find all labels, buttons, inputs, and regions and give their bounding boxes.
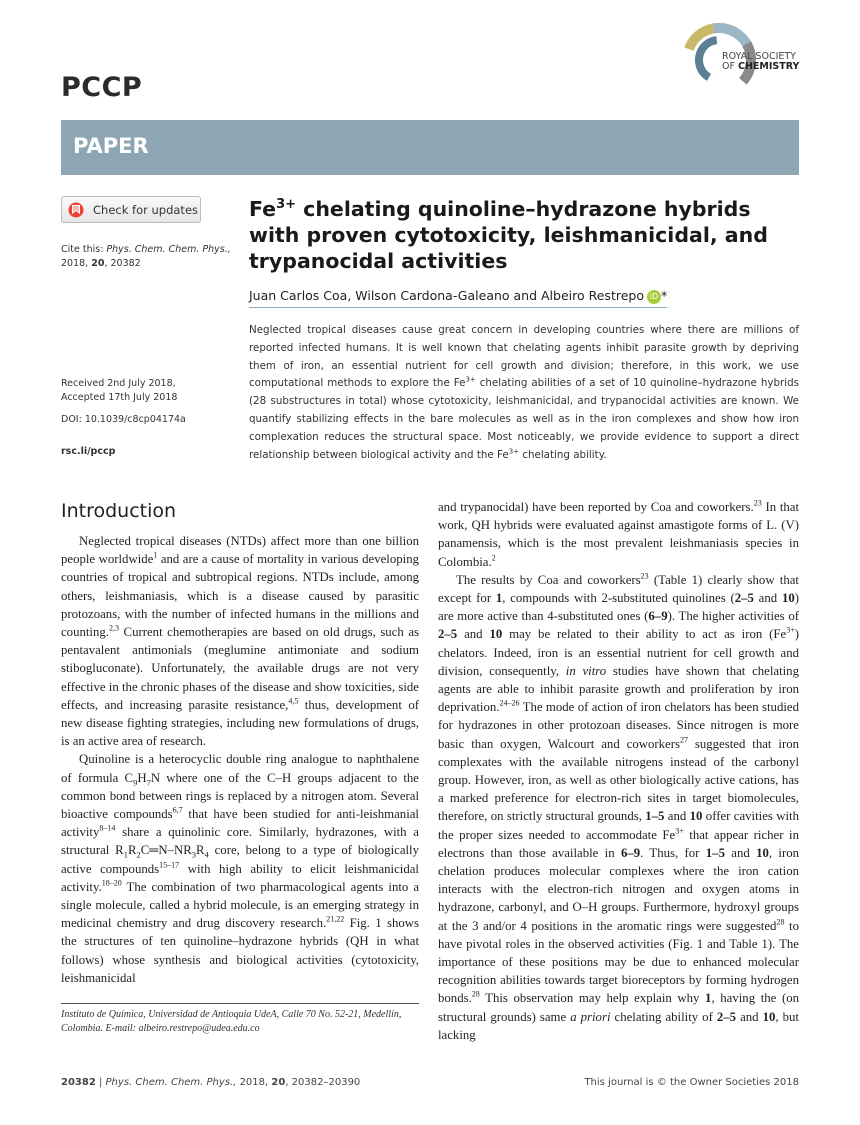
text-run: 1 — [705, 991, 712, 1006]
text-run: 1 — [495, 591, 503, 606]
page-footer: 20382 | Phys. Chem. Chem. Phys., 2018, 20, 20382–20390 — [61, 1077, 361, 1088]
cite-this: Cite this: Phys. Chem. Chem. Phys., 2018, 20, 20382 — [61, 244, 231, 269]
paragraph — [61, 750, 419, 987]
text-run: in vitro — [565, 663, 607, 678]
text-run: and are a cause of mortality in various developing countries of tropical and subtropical regions. NTDs include, among others, leishmaniasis, which is a disease caused by parasitic protozoans, with the number of infected humans in the millions and counting. — [61, 552, 419, 640]
body-column-left — [61, 532, 419, 987]
superscript: 4,5 — [288, 696, 299, 706]
text-run: a priori — [570, 1009, 611, 1024]
text-run: H — [137, 770, 147, 785]
orcid-icon[interactable]: iD — [647, 290, 661, 304]
subscript: 2 — [136, 850, 141, 860]
text-run: offer cavities with the proper sizes needed to accommodate Fe — [438, 809, 799, 842]
text-run: that appear richer in electrons than those available in — [438, 827, 799, 860]
section-heading: Introduction — [61, 500, 177, 522]
affiliation-footnote: Instituto de Química, Universidad de Antioquia UdeA, Calle 70 No. 52-21, Medellín, Colombia. E-mail: albeiro.restrepo@udea.edu.co — [61, 1009, 402, 1034]
text-run: ) chelators. Indeed, iron is an essential nutrient for cell growth and division, consequently, — [438, 627, 799, 678]
superscript: 3+ — [675, 826, 684, 836]
superscript: 2 — [491, 553, 496, 563]
text-run: 10 — [489, 627, 503, 642]
superscript: 18–20 — [101, 878, 122, 888]
text-run: , having the (on structural grounds) same — [438, 991, 799, 1024]
text-run: core, belong to a type of biologically active compounds — [61, 843, 420, 876]
text-run: and — [736, 1009, 763, 1024]
text-run: with high ability to elicit leishmanicidal activity. — [61, 861, 419, 894]
text-run: This observation may help explain why — [479, 991, 706, 1006]
subscript: 1 — [123, 850, 128, 860]
text-run: and — [457, 627, 490, 642]
text-run: N where one of the C–H groups adjacent to the common bond between rings is replaced by a nitrogen atom. Several bioactive compounds — [61, 770, 419, 822]
paragraph — [438, 571, 799, 1044]
superscript: 2,3 — [108, 623, 119, 633]
text-run: thus, development of new disease fighting strategies, including new formulations of drugs, is an active area of research. — [61, 697, 419, 749]
text-run: C═N–NR — [140, 843, 192, 858]
text-run: Fig. 1 shows the structures of ten quinoline–hydrazone hybrids (QH in what follows) whose synthesis and biological activities (cytotoxicity, leishmanicidal — [61, 916, 420, 985]
superscript: 23 — [640, 571, 649, 581]
text-run: R — [196, 843, 205, 858]
text-run: and — [753, 591, 782, 606]
journal-link[interactable]: rsc.li/pccp — [61, 446, 116, 457]
copyright: This journal is © the Owner Societies 2018 — [584, 1077, 799, 1088]
section-banner — [61, 120, 799, 175]
article-title: $Fe^{3+}$ chelating quinoline–hydrazone hybrids with proven cytotoxicity, leishmanicidal, and trypanocidal activities — [249, 196, 768, 273]
text-run: 10 — [781, 591, 795, 606]
text-run: to have pivotal roles in the observed activities (Fig. 1 and Table 1). The importance of these positions may be due to enhanced molecular recognition abilities towards target bioreceptors by forming hydrogen bonds. — [438, 918, 800, 1006]
rsc-logo-text: ROYAL SOCIETY OF CHEMISTRY — [722, 51, 800, 72]
text-run: The mode of action of iron chelators has been studied for hydrazones in other protozoan diseases. Since nitrogen is more basic than oxygen, Walcourt and coworkers — [438, 700, 799, 751]
doi[interactable]: DOI: 10.1039/c8cp04174a — [61, 414, 186, 425]
text-run: suggested that iron complexates with the available nitrogens instead of the carbonyl group. However, iron, as well as other biologically active cations, has a marked preference for electron-rich sites in target biomolecules, therefore, on strictly structural grounds, — [438, 736, 799, 824]
abstract: Neglected tropical diseases cause great concern in developing countries where there are millions of reported infected humans. It is well known that chelating agents inhibit parasite growth by depriving them of iron, an essential nutrient for cell growth and division; therefore, in this work, we use computational methods to explore the $Fe^{3+}$ chelating abilities of a set of 10 quinoline–hydrazone hybrids (28 substructures in total) whose cytotoxicity, leishmanicidal, and trypanocidal activities are known. We quantify stabilizing effects in the bare molecules as well as in the iron complexes and show how iron complexation reduces the structural space. Most noticeably, we provide evidence to support a direct relationship between biological activity and the $Fe^{3+}$ chelating ability. — [249, 324, 799, 461]
text-run: , but lacking — [438, 1009, 799, 1042]
text-run: may be related to their ability to act as iron (Fe — [502, 627, 787, 642]
text-run: Quinoline is a heterocyclic double ring analogue to naphthalene of formula C — [61, 752, 419, 785]
text-run: share a quinolinic core. Similarly, hydrazones, with a structural R — [61, 825, 419, 858]
superscript: 23 — [753, 498, 762, 508]
subscript: 4 — [204, 850, 209, 860]
paragraph — [61, 532, 419, 750]
body-column-right — [438, 498, 799, 1044]
text-run: 2–5 — [438, 627, 458, 642]
crossmark-icon — [68, 202, 84, 218]
text-run: , compounds with 2-substituted quinolines ( — [502, 591, 735, 606]
text-run: and — [724, 845, 757, 860]
text-run: and trypanocidal) have been reported by Coa and coworkers. — [438, 500, 754, 514]
text-run: and — [664, 809, 690, 824]
superscript: 24–26 — [499, 698, 520, 708]
text-run: ). The higher activities of — [667, 609, 799, 624]
superscript: 8–14 — [99, 823, 116, 833]
text-run: Current chemotherapies are based on old drugs, such as pentavalent antimonials (meglumine antimoniate and sodium stibogluconate). Unfortunately, the available drugs are not very effective in the chronic phases of the disease and show toxicities, side effects, and increasing parasite resistance, — [61, 625, 419, 712]
check-for-updates-button[interactable] — [61, 196, 201, 223]
superscript: 3+ — [786, 626, 795, 636]
received-dates: Received 2nd July 2018, Accepted 17th July 2018 — [61, 378, 178, 403]
subscript: 7 — [146, 777, 151, 788]
text-run: studies have shown that chelating agents are able to inhibit parasite growth and proliferation by iron deprivation. — [438, 663, 799, 715]
superscript: 27 — [679, 735, 688, 745]
subscript: 3 — [191, 850, 197, 860]
text-run: In that work, QH hybrids were evaluated against amastigote forms of L. (V) panamensis, which is the most prevalent leishmaniasis species in Colombia. — [438, 500, 800, 569]
superscript: 1 — [153, 550, 158, 560]
section-label: PAPER — [73, 134, 149, 158]
text-run: 1–5 — [645, 809, 665, 824]
text-run: . Thus, for — [640, 845, 706, 860]
superscript: 28 — [776, 917, 785, 927]
text-run: 10 — [756, 845, 769, 860]
text-run: 6–9 — [620, 845, 641, 860]
text-run: ) are more active than 4-substituted ones ( — [438, 591, 799, 624]
text-run: 1–5 — [705, 845, 725, 860]
superscript: 28 — [471, 990, 480, 1000]
footnote-rule — [61, 1003, 419, 1004]
authors: Juan Carlos Coa, Wilson Cardona-Galeano and Albeiro Restrepo iD * — [249, 288, 667, 308]
journal-name: PCCP — [61, 72, 143, 103]
text-run: R — [127, 843, 137, 858]
text-run: The combination of two pharmacological agents into a single molecule, called a hybrid molecule, is an emerging strategy in medicinal chemistry and drug discovery research. — [61, 879, 419, 931]
superscript: 6,7 — [172, 805, 183, 815]
text-run: 2–5 — [716, 1009, 737, 1024]
text-run: Neglected tropical diseases (NTDs) affect more than one billion people worldwide — [61, 534, 419, 567]
text-run: , iron chelation produces molecular complexes where the iron cation interacts with the electron-rich nitrogen and oxygen atoms in hydrazone, carbonyl, and O–H groups. Furthermore, hydroxyl groups at the 3 and/or 4 positions in the aromatic rings were suggested — [438, 845, 799, 933]
text-run: 10 — [762, 1009, 776, 1024]
text-run: 6–9 — [648, 609, 668, 624]
text-run: The results by Coa and coworkers — [456, 572, 641, 587]
superscript: 15–17 — [159, 860, 180, 870]
superscript: 21,22 — [326, 915, 345, 924]
subscript: 9 — [133, 777, 138, 788]
text-run: 2–5 — [734, 591, 754, 606]
paragraph — [438, 498, 799, 571]
check-for-updates-label: Check for updates — [93, 203, 199, 217]
text-run: that have been studied for anti-leishmanial activity — [61, 807, 419, 840]
text-run: (Table 1) clearly show that except for — [438, 572, 799, 606]
text-run: chelating ability of — [610, 1009, 717, 1024]
text-run: 10 — [689, 809, 703, 824]
